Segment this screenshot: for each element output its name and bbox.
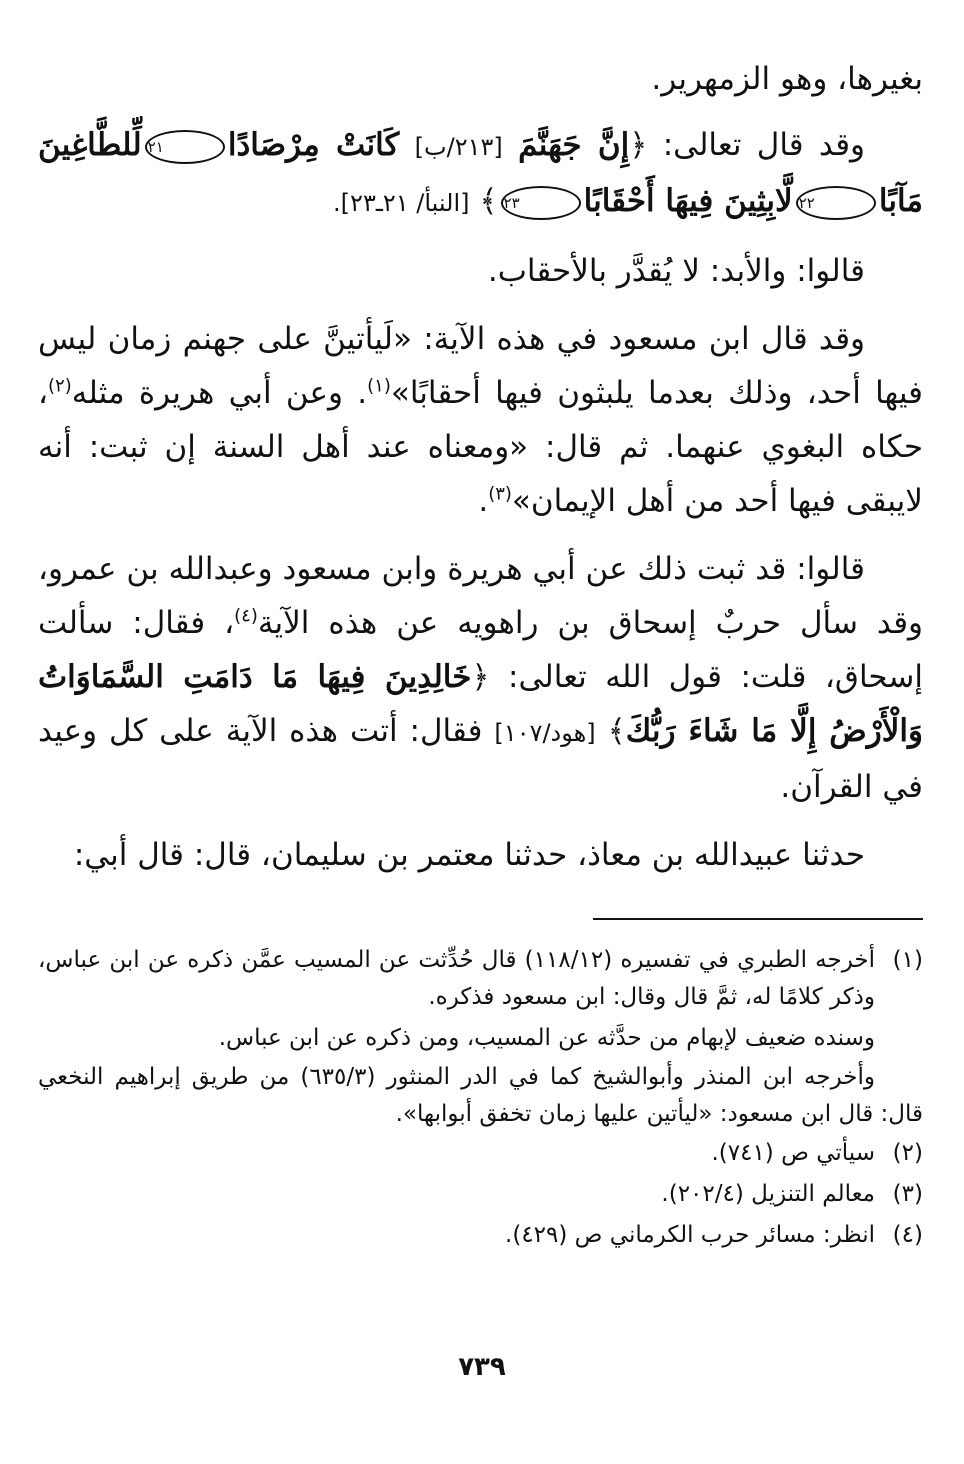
footnote-4 — [38, 1217, 923, 1254]
paragraph-2-lead: وقد قال تعالى: ﴿ — [629, 127, 865, 163]
paragraph-5-text-3: فقال: أتت هذه الآية على كل وعيد في القرآن. — [38, 713, 923, 805]
quran-verse-part-1: إِنَّ جَهَنَّمَ — [518, 127, 630, 163]
quran-verse-part-4: لَّابِثِينَ فِيهَا أَحْقَابًا — [583, 183, 793, 219]
footnote-text: وأخرجه ابن المنذر وأبوالشيخ كما في الدر المنثور (٦٣٥/٣) من طريق إبراهيم النخعي قال: قال ابن مسعود: «ليأتين عليها زمان تخفق أبوابها». — [38, 1064, 923, 1127]
footnote-ref-3: (٣) — [488, 483, 512, 505]
quran-verse-hud: خَالِدِينَ فِيهَا مَا دَامَتِ السَّمَاوَاتُ وَالْأَرْضُ إِلَّا مَا شَاءَ رَبُّكَ — [38, 659, 924, 749]
footnote-1-continuation-2 — [38, 1059, 923, 1133]
footnote-text: أخرجه الطبري في تفسيره (١١٨/١٢) قال حُدِّثت عن المسيب عمَّن ذكره عن ابن عباس، وذكر كلامًا له، ثمَّ قال وقال: ابن مسعود فذكره. — [38, 947, 875, 1010]
paragraph-4-text-3: ، حكاه البغوي عنهما. ثم قال: «ومعناه عند أهل السنة إن ثبت: أنه لايبقى فيها أحد من أهل الإيمان» — [38, 375, 923, 519]
paragraph-6-text: حدثنا عبيدالله بن معاذ، حدثنا معتمر بن سليمان، قال: قال أبي: — [73, 837, 865, 873]
paragraph-5 — [38, 542, 923, 814]
closing-bracket: ﴾ — [479, 183, 498, 219]
ayah-number-21: ٢١ — [145, 130, 225, 164]
footnote-text: وسنده ضعيف لإبهام من حدَّثه عن المسيب، ومن ذكره عن ابن عباس. — [218, 1025, 875, 1051]
footnote-number: (١) — [892, 947, 923, 973]
footnote-3 — [38, 1176, 923, 1213]
footnote-1 — [38, 942, 923, 1016]
footnote-1-continuation-1 — [38, 1020, 923, 1057]
paragraph-4-text-4: . — [478, 483, 489, 519]
footnote-number: (٤) — [892, 1222, 923, 1248]
quran-verse-part-3: لِّلطَّاغِينَ مَآبًا — [38, 127, 923, 219]
paragraph-1-text: بغيرها، وهو الزمهرير. — [651, 61, 923, 97]
paragraph-1 — [38, 52, 923, 106]
surah-reference: [النبأ/ ٢١ـ٢٣]. — [333, 189, 470, 217]
main-text — [38, 52, 923, 882]
page-number: ٧٣٩ — [458, 1352, 506, 1382]
footnote-text: سيأتي ص (٧٤١). — [711, 1140, 875, 1166]
paragraph-3-text: قالوا: والأبد: لا يُقدَّر بالأحقاب. — [487, 253, 865, 289]
footnote-ref-2: (٢) — [48, 375, 72, 397]
footnote-ref-4: (٤) — [234, 605, 258, 627]
ayah-number-22: ٢٢ — [796, 186, 876, 220]
footnote-number: (٢) — [892, 1140, 923, 1166]
footnote-2 — [38, 1135, 923, 1172]
paragraph-4-text-1: وقد قال ابن مسعود في هذه الآية: «لَيأتينَّ على جهنم زمان ليس فيها أحد، وذلك بعدما يلبثون فيها أحقابًا» — [38, 321, 923, 411]
footnote-text: انظر: مسائر حرب الكرماني ص (٤٢٩). — [505, 1222, 875, 1248]
footnotes — [38, 942, 923, 1254]
paragraph-6 — [38, 828, 923, 882]
paragraph-2 — [38, 118, 923, 230]
paragraph-5-text-2: ، فقال: سألت إسحاق، قلت: قول الله تعالى: ﴿ — [38, 605, 923, 695]
footnote-number: (٣) — [892, 1181, 923, 1207]
folio-marker: [٢١٣/ب] — [414, 133, 503, 161]
footnote-divider — [593, 918, 923, 920]
quran-verse-part-2: كَانَتْ مِرْصَادًا — [227, 127, 400, 163]
paragraph-4 — [38, 312, 923, 528]
paragraph-5-text-1: قالوا: قد ثبت ذلك عن أبي هريرة وابن مسعود وعبدالله بن عمرو، وقد سأل حربٌ إسحاق بن راهويه عن هذه الآية — [38, 551, 923, 641]
closing-bracket: ﴾ — [607, 713, 626, 749]
page — [38, 52, 923, 1442]
footnote-ref-1: (١) — [367, 375, 391, 397]
ayah-number-23: ٢٣ — [501, 186, 581, 220]
footnote-text: معالم التنزيل (٢٠٢/٤). — [661, 1181, 875, 1207]
paragraph-3 — [38, 244, 923, 298]
paragraph-4-text-2: . وعن أبي هريرة مثله — [71, 375, 368, 411]
surah-reference: [هود/١٠٧] — [494, 719, 596, 747]
